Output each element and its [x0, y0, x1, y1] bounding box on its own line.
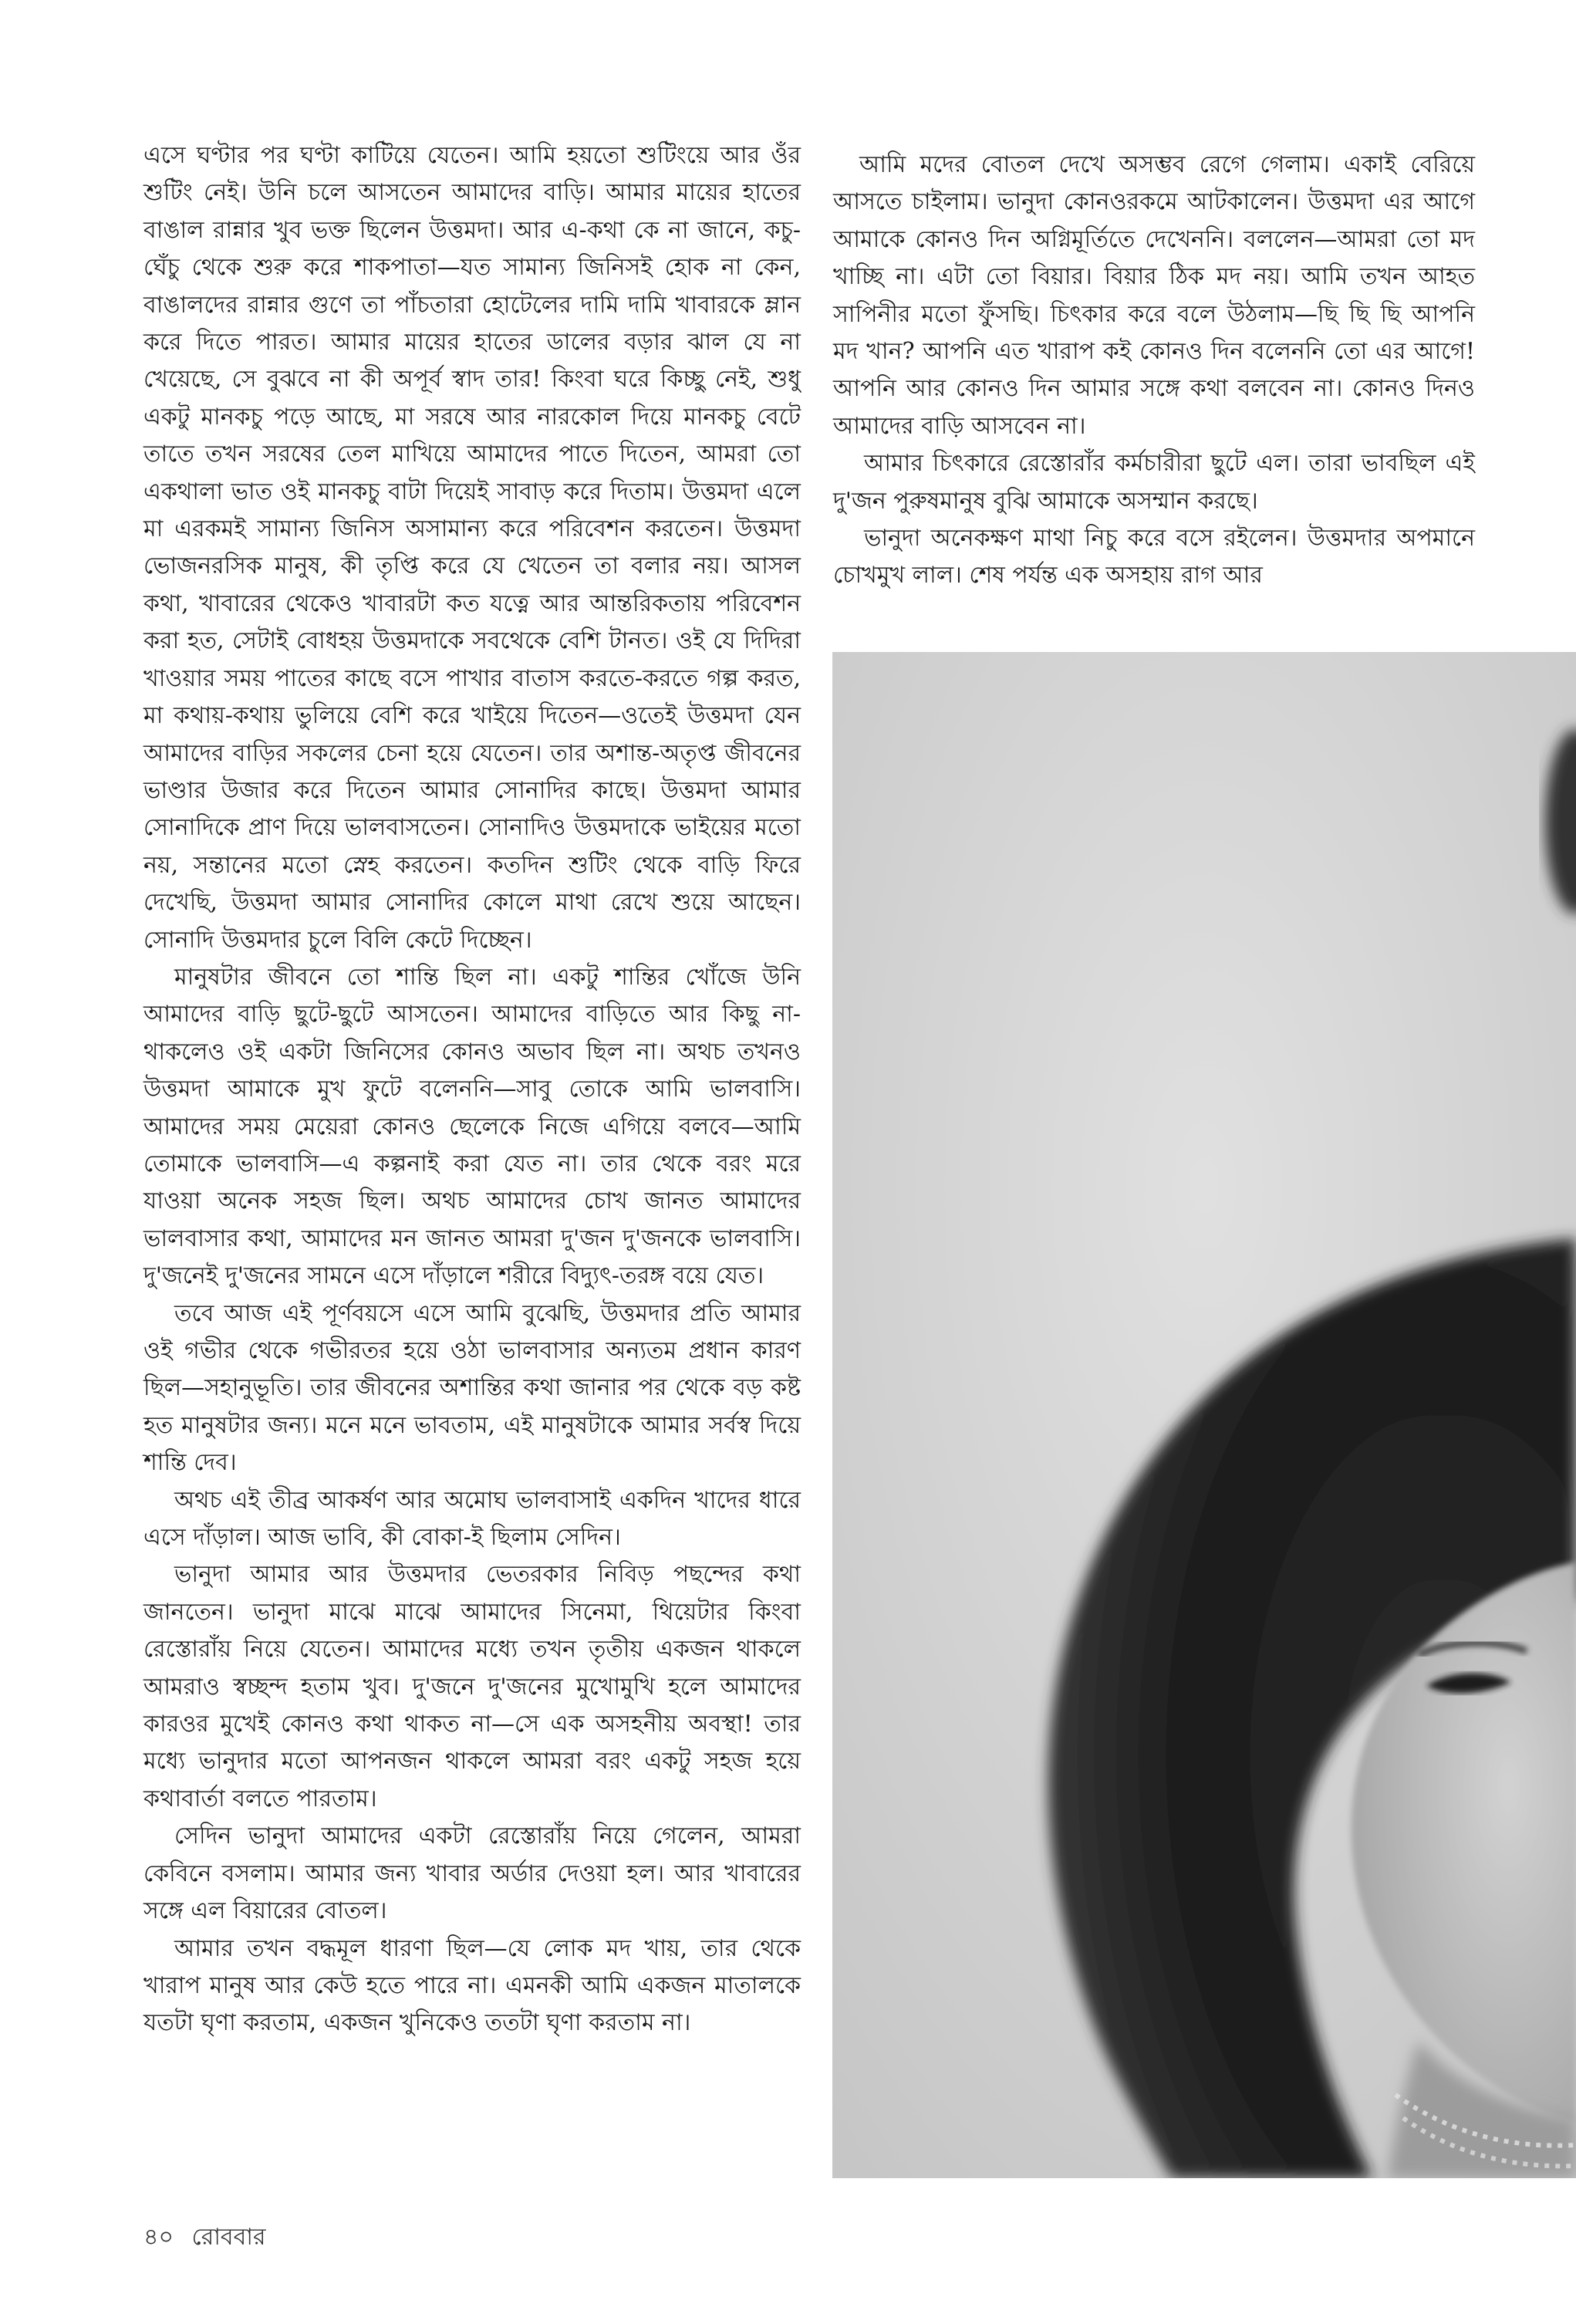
- article-paragraph: তবে আজ এই পূর্ণবয়সে এসে আমি বুঝেছি, উত্তমদার প্রতি আমার ওই গভীর থেকে গভীরতর হয়ে ওঠা ভালবাসার অন্যতম প্রধান কারণ ছিল—সহানুভূতি। তার জীবনের অশান্তির কথা জানার পর থেকে বড় কষ্ট হত মানুষটার জন্য। মনে মনে ভাবতাম, এই মানুষটাকে আমার সর্বস্ব দিয়ে শান্তি দেব।: [143, 1299, 801, 1477]
- article-paragraph: আমি মদের বোতল দেখে অসম্ভব রেগে গেলাম। একাই বেরিয়ে আসতে চাইলাম। ভানুদা কোনওরকমে আটকালেন। উত্তমদা এর আগে আমাকে কোনও দিন অগ্নিমূর্তিতে দেখেননি। বললেন—আমরা তো মদ খাচ্ছি না। এটা তো বিয়ার। বিয়ার ঠিক মদ নয়। আমি তখন আহত সাপিনীর মতো ফুঁসছি। চিৎকার করে বলে উঠলাম—ছি ছি ছি আপনি মদ খান? আপনি এত খারাপ কই কোনও দিন বলেননি তো এর আগে! আপনি আর কোনও দিন আমার সঙ্গে কথা বলবেন না। কোনও দিনও আমাদের বাড়ি আসবেন না।: [833, 151, 1475, 440]
- portrait-photo: [832, 652, 1576, 2178]
- publication-name: রোববার: [191, 2224, 266, 2251]
- article-right-column: [833, 147, 1475, 595]
- article-paragraph: আমার চিৎকারে রেস্তোরাঁর কর্মচারীরা ছুটে এল। তারা ভাবছিল এই দু'জন পুরুষমানুষ বুঝি আমাকে অসম্মান করছে।: [833, 450, 1475, 515]
- page-footer: [143, 2222, 277, 2253]
- article-paragraph: মানুষটার জীবনে তো শান্তি ছিল না। একটু শান্তির খোঁজে উনি আমাদের বাড়ি ছুটে-ছুটে আসতেন। আমাদের বাড়িতে আর কিছু না-থাকলেও ওই একটা জিনিসের কোনও অভাব ছিল না। অথচ তখনও উত্তমদা আমাকে মুখ ফুটে বলেননি—সাবু তোকে আমি ভালবাসি। আমাদের সময় মেয়েরা কোনও ছেলেকে নিজে এগিয়ে বলবে—আমি তোমাকে ভালবাসি—এ কল্পনাই করা যেত না। তার থেকে বরং মরে যাওয়া অনেক সহজ ছিল। অথচ আমাদের চোখ জানত আমাদের ভালবাসার কথা, আমাদের মন জানত আমরা দু'জন দু'জনকে ভালবাসি। দু'জনেই দু'জনের সামনে এসে দাঁড়ালে শরীরে বিদ্যুৎ-তরঙ্গ বয়ে যেত।: [143, 963, 801, 1290]
- article-paragraph: ভানুদা অনেকক্ষণ মাথা নিচু করে বসে রইলেন। উত্তমদার অপমানে চোখমুখ লাল। শেষ পর্যন্ত এক অসহায় রাগ আর: [833, 525, 1475, 589]
- article-paragraph: আমার তখন বদ্ধমূল ধারণা ছিল—যে লোক মদ খায়, তার থেকে খারাপ মানুষ আর কেউ হতে পারে না। এমনকী আমি একজন মাতালকে যতটা ঘৃণা করতাম, একজন খুনিকেও ততটা ঘৃণা করতাম না।: [143, 1934, 801, 2037]
- article-paragraph: অথচ এই তীব্র আকর্ষণ আর অমোঘ ভালবাসাই একদিন খাদের ধারে এসে দাঁড়াল। আজ ভাবি, কী বোকা-ই ছিলাম সেদিন।: [143, 1486, 801, 1552]
- article-left-column: [143, 137, 801, 2042]
- page-number: ৪০: [143, 2224, 174, 2251]
- article-paragraph: ভানুদা আমার আর উত্তমদার ভেতরকার নিবিড় পছন্দের কথা জানতেন। ভানুদা মাঝে মাঝে আমাদের সিনেমা, থিয়েটার কিংবা রেস্তোরাঁয় নিয়ে যেতেন। আমাদের মধ্যে তখন তৃতীয় একজন থাকলে আমরাও স্বচ্ছন্দ হতাম খুব। দু'জনে দু'জনের মুখোমুখি হলে আমাদের কারওর মুখেই কোনও কথা থাকত না—সে এক অসহনীয় অবস্থা! তার মধ্যে ভানুদার মতো আপনজন থাকলে আমরা বরং একটু সহজ হয়ে কথাবার্তা বলতে পারতাম।: [143, 1561, 801, 1812]
- portrait-photo-icon: [832, 652, 1576, 2178]
- article-paragraph: সেদিন ভানুদা আমাদের একটা রেস্তোরাঁয় নিয়ে গেলেন, আমরা কেবিনে বসলাম। আমার জন্য খাবার অর্ডার দেওয়া হল। আর খাবারের সঙ্গে এল বিয়ারের বোতল।: [143, 1822, 801, 1925]
- article-paragraph: এসে ঘণ্টার পর ঘণ্টা কাটিয়ে যেতেন। আমি হয়তো শুটিংয়ে আর ওঁর শুটিং নেই। উনি চলে আসতেন আমাদের বাড়ি। আমার মায়ের হাতের বাঙাল রান্নার খুব ভক্ত ছিলেন উত্তমদা। আর এ-কথা কে না জানে, কচু-ঘেঁচু থেকে শুরু করে শাকপাতা—যত সামান্য জিনিসই হোক না কেন, বাঙালদের রান্নার গুণে তা পাঁচতারা হোটেলের দামি দামি খাবারকে ম্লান করে দিতে পারত। আমার মায়ের হাতের ডালের বড়ার ঝাল যে না খেয়েছে, সে বুঝবে না কী অপূর্ব স্বাদ তার! কিংবা ঘরে কিচ্ছু নেই, শুধু একটু মানকচু পড়ে আছে, মা সরষে আর নারকোল দিয়ে মানকচু বেটে তাতে তখন সরষের তেল মাখিয়ে আমাদের পাতে দিতেন, আমরা তো একথালা ভাত ওই মানকচু বাটা দিয়েই সাবাড় করে দিতাম। উত্তমদা এলে মা এরকমই সামান্য জিনিস অসামান্য করে পরিবেশন করতেন। উত্তমদা ভোজনরসিক মানুষ, কী তৃপ্তি করে যে খেতেন তা বলার নয়। আসল কথা, খাবারের থেকেও খাবারটা কত যত্নে আর আন্তরিকতায় পরিবেশন করা হত, সেটাই বোধহয় উত্তমদাকে সবথেকে বেশি টানত। ওই যে দিদিরা খাওয়ার সময় পাতের কাছে বসে পাখার বাতাস করতে-করতে গল্প করত, মা কথায়-কথায় ভুলিয়ে বেশি করে খাইয়ে দিতেন—ওতেই উত্তমদা যেন আমাদের বাড়ির সকলের চেনা হয়ে যেতেন। তার অশান্ত-অতৃপ্ত জীবনের ভাণ্ডার উজার করে দিতেন আমার সোনাদির কাছে। উত্তমদা আমার সোনাদিকে প্রাণ দিয়ে ভালবাসতেন। সোনাদিও উত্তমদাকে ভাইয়ের মতো নয়, সন্তানের মতো স্নেহ করতেন। কতদিন শুটিং থেকে বাড়ি ফিরে দেখেছি, উত্তমদা আমার সোনাদির কোলে মাথা রেখে শুয়ে আছেন। সোনাদি উত্তমদার চুলে বিলি কেটে দিচ্ছেন।: [143, 142, 801, 954]
